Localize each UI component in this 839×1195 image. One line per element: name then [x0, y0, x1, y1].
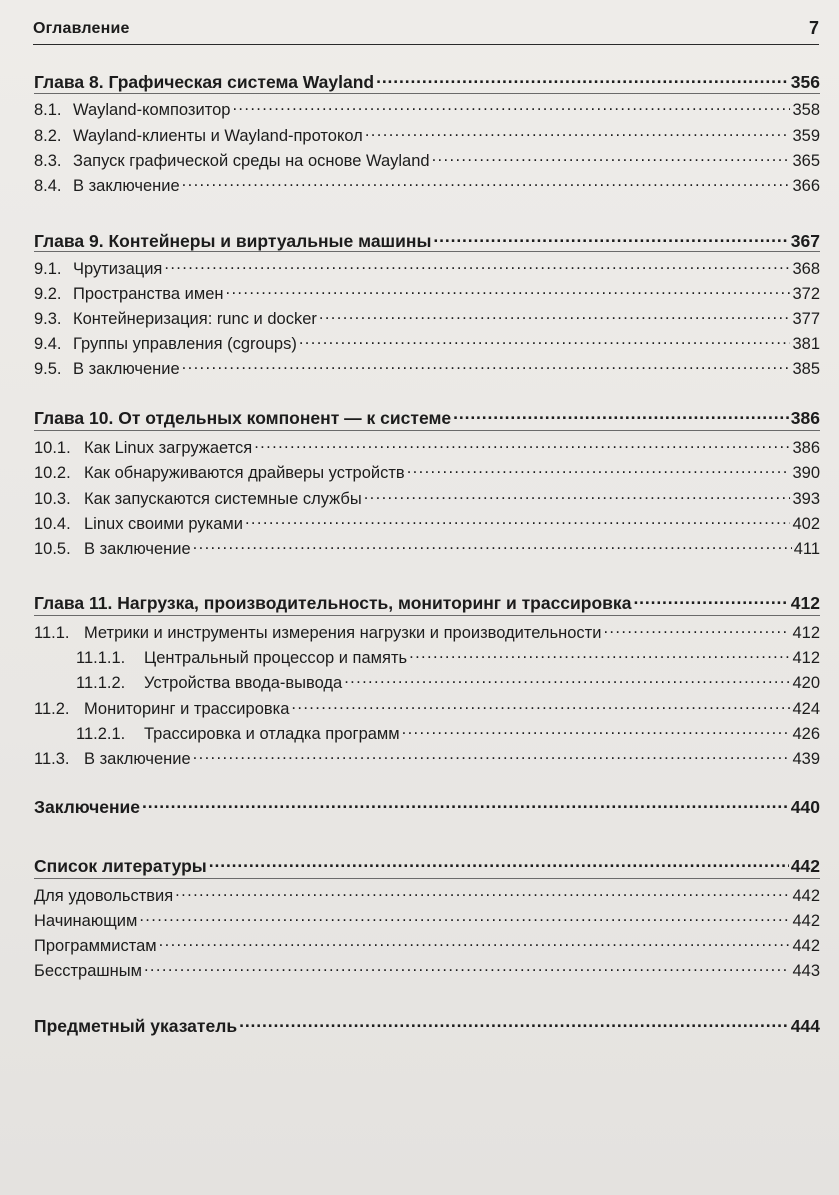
toc-entry-label: Трассировка и отладка программ — [144, 724, 400, 743]
toc-entry-number: 11.1.2. — [76, 673, 126, 692]
toc-entry-number: 8.3. — [34, 151, 62, 170]
toc-section-entry[interactable] — [34, 307, 820, 329]
toc-entry-label: Метрики и инструменты измерения нагрузки и производительности — [84, 623, 602, 642]
toc-section-entry[interactable] — [34, 357, 820, 379]
dot-leader — [407, 461, 791, 478]
toc-section-entry[interactable] — [34, 697, 820, 719]
toc-entry-label: Предметный указатель — [34, 1015, 238, 1036]
toc-entry-page: 367 — [790, 230, 820, 251]
toc-entry-page: 372 — [792, 284, 820, 303]
toc-entry-label: Программистам — [34, 936, 157, 955]
dot-leader — [225, 282, 790, 299]
dot-leader — [142, 795, 789, 813]
toc-entry-page: 366 — [792, 176, 820, 195]
toc-entry-label: Как Linux загружается — [84, 438, 253, 457]
toc-entry-page: 412 — [790, 592, 820, 613]
dot-leader — [182, 174, 791, 191]
toc-entry-page: 444 — [790, 1015, 820, 1036]
page-number: 7 — [808, 18, 819, 38]
toc-section-entry[interactable] — [34, 257, 820, 279]
toc-entry-page: 368 — [792, 259, 820, 278]
toc-entry-label: Начинающим — [34, 911, 138, 930]
chapter-rule — [34, 878, 820, 879]
toc-entry-number: 11.1.1. — [76, 648, 126, 667]
toc-entry-label: Как запускаются системные службы — [84, 489, 362, 508]
toc-chapter-entry[interactable] — [34, 1014, 820, 1037]
toc-entry-number: 10.2. — [34, 463, 71, 482]
toc-entry-page: 356 — [790, 71, 820, 92]
dot-leader — [209, 854, 789, 872]
toc-entry-number: 10.1. — [34, 438, 71, 457]
toc-entry-page: 442 — [792, 936, 820, 955]
toc-entry-number: 9.1. — [34, 259, 62, 278]
toc-entry-number: 10.4. — [34, 514, 71, 533]
toc-entry-label: В заключение — [84, 539, 191, 558]
toc-entry-label: Wayland-композитор — [73, 100, 231, 119]
toc-chapter-entry[interactable] — [34, 229, 820, 252]
toc-entry-page: 377 — [792, 309, 820, 328]
toc-entry-label: Контейнеризация: runc и docker — [73, 309, 317, 328]
toc-entry-label: В заключение — [73, 359, 180, 378]
dot-leader — [409, 646, 790, 663]
toc-chapter-entry[interactable] — [34, 795, 820, 818]
toc-entry-number: 8.2. — [34, 126, 62, 145]
dot-leader — [291, 697, 790, 714]
toc-entry-number: 11.3. — [34, 749, 70, 768]
toc-entry-number: 9.5. — [34, 359, 62, 378]
toc-entry-number: 11.2. — [34, 699, 70, 718]
toc-entry-page: 386 — [792, 438, 820, 457]
dot-leader — [144, 959, 791, 976]
toc-section-entry[interactable] — [34, 537, 820, 559]
toc-entry-number: 9.2. — [34, 284, 62, 303]
toc-entry-page: 442 — [792, 886, 820, 905]
toc-entry-number: 8.4. — [34, 176, 62, 195]
toc-entry-page: 365 — [792, 151, 820, 170]
toc-entry-number: 11.2.1. — [76, 724, 126, 743]
chapter-rule — [34, 615, 820, 616]
toc-section-entry[interactable] — [34, 722, 820, 744]
toc-section-entry[interactable] — [34, 98, 820, 120]
toc-chapter-entry[interactable] — [34, 70, 820, 93]
toc-entry-page: 390 — [792, 463, 820, 482]
dot-leader — [433, 229, 788, 247]
toc-entry-label: Глава 8. Графическая система Wayland — [34, 71, 375, 92]
toc-chapter-entry[interactable] — [34, 591, 820, 614]
dot-leader — [182, 357, 791, 374]
toc-entry-number: 9.4. — [34, 334, 62, 353]
toc-section-entry[interactable] — [34, 671, 820, 693]
dot-leader — [365, 124, 791, 141]
toc-section-entry[interactable] — [34, 461, 820, 483]
dot-leader — [245, 512, 791, 529]
toc-entry-page: 381 — [792, 334, 820, 353]
toc-entry-page: 439 — [792, 749, 820, 768]
toc-entry-page: 420 — [792, 673, 820, 692]
toc-section-entry[interactable] — [34, 621, 820, 643]
toc-entry-label: Мониторинг и трассировка — [84, 699, 290, 718]
toc-entry-label: Устройства ввода-вывода — [144, 673, 343, 692]
toc-chapter-entry[interactable] — [34, 406, 820, 429]
toc-entry-page: 358 — [792, 100, 820, 119]
toc-entry-page: 440 — [790, 796, 820, 817]
dot-leader — [164, 257, 790, 274]
toc-entry-page: 393 — [792, 489, 820, 508]
toc-entry-label: Бесстрашным — [34, 961, 142, 980]
toc-entry-label: Пространства имен — [73, 284, 224, 303]
dot-leader — [159, 934, 791, 951]
toc-section-entry[interactable] — [34, 487, 820, 509]
toc-section-entry[interactable] — [34, 909, 820, 931]
toc-entry-page: 402 — [792, 514, 820, 533]
toc-entry-label: Заключение — [34, 796, 141, 817]
chapter-rule — [34, 430, 820, 431]
toc-chapter-entry[interactable] — [34, 854, 820, 877]
toc-section-entry[interactable] — [34, 282, 820, 304]
toc-entry-label: Запуск графической среды на основе Wayland — [73, 151, 430, 170]
toc-section-entry[interactable] — [34, 174, 820, 196]
toc-section-entry[interactable] — [34, 149, 820, 171]
dot-leader — [139, 909, 790, 926]
toc-entry-label: В заключение — [84, 749, 191, 768]
dot-leader — [344, 671, 790, 688]
toc-section-entry[interactable] — [34, 332, 820, 354]
dot-leader — [364, 487, 791, 504]
toc-entry-page: 443 — [792, 961, 820, 980]
toc-section-entry[interactable] — [34, 884, 820, 906]
toc-entry-label: В заключение — [73, 176, 180, 195]
dot-leader — [254, 436, 790, 453]
chapter-rule — [34, 93, 820, 94]
toc-entry-number: 8.1. — [34, 100, 62, 119]
toc-entry-label: Группы управления (cgroups) — [73, 334, 297, 353]
toc-entry-label: Wayland-клиенты и Wayland-протокол — [73, 126, 363, 145]
dot-leader — [193, 747, 791, 764]
dot-leader — [319, 307, 791, 324]
toc-entry-label: Список литературы — [34, 855, 207, 876]
toc-section-entry[interactable] — [34, 747, 820, 769]
dot-leader — [402, 722, 791, 739]
toc-section-entry[interactable] — [34, 934, 820, 956]
toc-entry-page: 359 — [792, 126, 820, 145]
toc-entry-label: Глава 10. От отдельных компонент — к системе — [34, 407, 452, 428]
toc-entry-number: 11.1. — [34, 623, 70, 642]
toc-entry-label: Linux своими руками — [84, 514, 243, 533]
toc-entry-label: Глава 11. Нагрузка, производительность, мониторинг и трассировка — [34, 592, 632, 613]
toc-section-entry[interactable] — [34, 436, 820, 458]
toc-entry-page: 426 — [792, 724, 820, 743]
dot-leader — [603, 621, 790, 638]
dot-leader — [633, 591, 788, 609]
toc-entry-page: 385 — [792, 359, 820, 378]
dot-leader — [453, 406, 789, 424]
toc-entry-number: 10.3. — [34, 489, 71, 508]
dot-leader — [232, 98, 790, 115]
dot-leader — [432, 149, 791, 166]
toc-entry-number: 9.3. — [34, 309, 62, 328]
toc-entry-page: 411 — [793, 539, 820, 558]
toc-entry-page: 386 — [790, 407, 820, 428]
toc-entry-label: Глава 9. Контейнеры и виртуальные машины — [34, 230, 432, 251]
dot-leader — [175, 884, 790, 901]
toc-entry-label: Для удовольствия — [34, 886, 174, 905]
toc-section-entry[interactable] — [34, 124, 820, 146]
toc-entry-page: 424 — [792, 699, 820, 718]
toc-section-entry[interactable] — [34, 959, 820, 981]
toc-entry-number: 10.5. — [34, 539, 71, 558]
dot-leader — [376, 70, 789, 88]
toc-section-entry[interactable] — [34, 646, 820, 668]
toc-section-entry[interactable] — [34, 512, 820, 534]
toc-entry-page: 442 — [790, 855, 820, 876]
dot-leader — [239, 1014, 789, 1032]
dot-leader — [299, 332, 791, 349]
toc-entry-label: Чрутизация — [73, 259, 163, 278]
toc-entry-page: 412 — [792, 648, 820, 667]
toc-entry-label: Центральный процессор и память — [144, 648, 408, 667]
dot-leader — [193, 537, 792, 554]
toc-entry-label: Как обнаруживаются драйверы устройств — [84, 463, 405, 482]
running-header-title: Оглавление — [33, 20, 130, 37]
toc-entry-page: 442 — [792, 911, 820, 930]
toc-entry-page: 412 — [792, 623, 820, 642]
